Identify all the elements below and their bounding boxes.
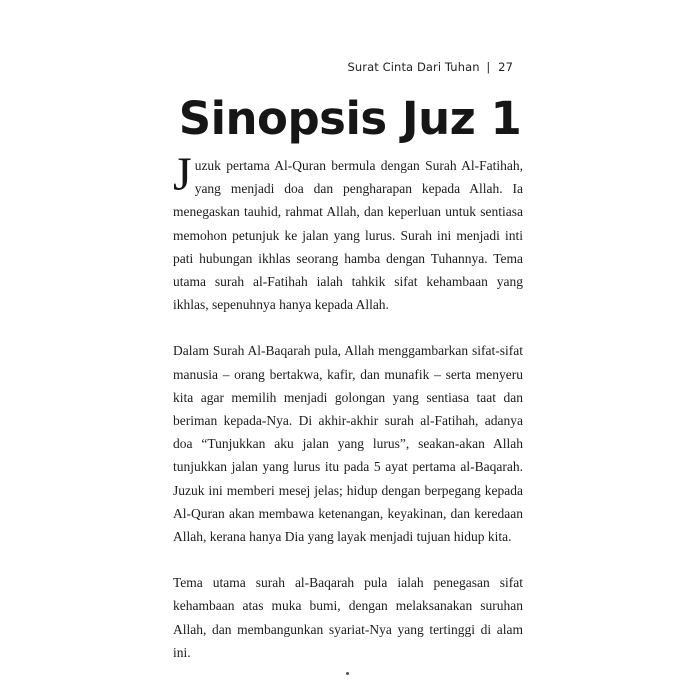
drop-cap: J	[173, 148, 192, 201]
page-title: Sinopsis Juz 1	[178, 92, 522, 145]
running-header	[348, 60, 514, 74]
body-text	[173, 148, 523, 687]
page-mark	[346, 672, 349, 675]
book-title: Surat Cinta Dari Tuhan	[347, 60, 480, 74]
paragraph-1-text: uzuk pertama Al-Quran bermula dengan Surah Al-Fatihah, yang menjadi doa dan pengharapan kepada Allah. Ia menegaskan tauhid, rahmat Allah, dan keperluan untuk sentiasa memohon petunjuk ke jalan yang lurus. Surah ini menjadi inti pati hubungan ikhlas seorang hamba dengan Tuhannya. Tema utama surah al-Fatihah ialah tahkik sifat kehambaan yang ikhlas, sepenuhnya hanya kepada Allah.	[173, 158, 523, 313]
paragraph-3: Tema utama surah al-Baqarah pula ialah penegasan sifat kehambaan atas muka bumi, dengan melaksanakan suruhan Allah, dan membangunkan syariat-Nya yang tertinggi di alam ini.	[173, 575, 523, 660]
paragraph-1	[173, 148, 523, 316]
paragraph-2: Dalam Surah Al-Baqarah pula, Allah menggambarkan sifat-sifat manusia – orang bertakwa, kafir, dan munafik – serta menyeru kita agar memilih menjadi golongan yang sentiasa taat dan beriman kepada-Nya. Di akhir-akhir surah al-Fatihah, adanya doa “Tunjukkan aku jalan yang lurus”, seakan-akan Allah tunjukkan jalan yang lurus itu pada 5 ayat pertama al-Baqarah. Juzuk ini memberi mesej jelas; hidup dengan berpegang kepada Al-Quran akan membawa ketenangan, keyakinan, dan keredaan Allah, kerana hanya Dia yang layak menjadi tujuan hidup kita.	[173, 343, 523, 545]
header-separator: |	[486, 60, 491, 74]
page-number: 27	[498, 60, 513, 74]
